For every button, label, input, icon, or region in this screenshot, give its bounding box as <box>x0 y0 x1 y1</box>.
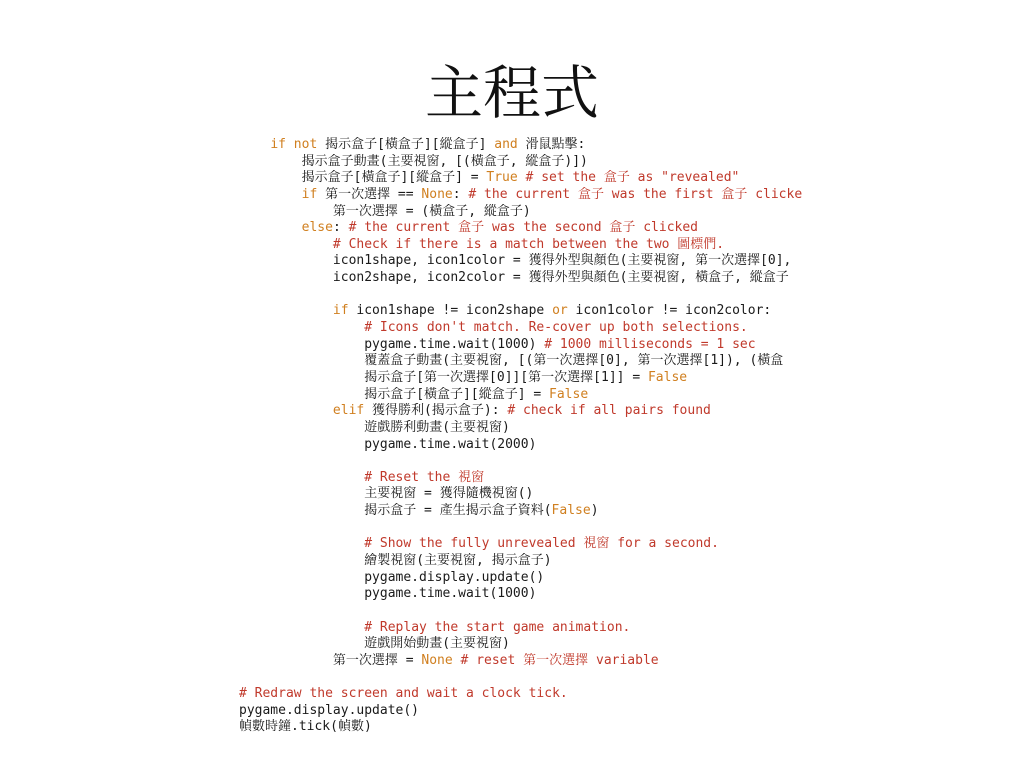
code-line <box>239 536 845 553</box>
code-line <box>239 170 845 187</box>
code-line <box>239 503 845 520</box>
code-line <box>239 420 845 437</box>
code-comment: # Icons don't match. Re-cover up both selections. <box>364 320 748 336</box>
code-line <box>239 253 845 270</box>
code-keyword: or <box>552 303 568 319</box>
code-keyword: True <box>486 170 518 186</box>
code-text <box>239 470 364 485</box>
code-text: 揭示盒子 = 產生揭示盒子資料( <box>239 503 552 519</box>
code-text <box>239 536 364 551</box>
code-comment: # 1000 milliseconds = 1 sec <box>544 336 756 352</box>
code-keyword: if <box>332 303 349 319</box>
code-text: 遊戲勝利動畫(主要視窗) <box>239 419 510 435</box>
code-line <box>239 620 845 637</box>
code-text: 滑鼠點擊: <box>517 137 586 152</box>
code-comment: # Replay the start game animation. <box>364 619 631 635</box>
code-text: 繪製視窗(主要視窗, 揭示盒子) <box>239 553 552 569</box>
code-keyword: False <box>551 503 591 519</box>
code-text: : <box>332 220 349 236</box>
code-comment: # the current 盒子 was the second 盒子 clicked <box>348 220 699 236</box>
code-text: 第一次選擇 = <box>239 652 422 668</box>
code-text: 覆蓋盒子動畫(主要視窗, [(第一次選擇[0], 第一次選擇[1]), (橫盒 <box>239 353 784 369</box>
code-keyword: elif <box>332 403 365 419</box>
code-text <box>518 170 526 185</box>
code-block <box>239 137 845 742</box>
code-text: icon2shape, icon2color = 獲得外型與顏色(主要視窗, 橫盒子, 縱盒子 <box>239 270 789 286</box>
code-text: icon1shape != icon2shape <box>348 303 553 319</box>
code-text: 揭示盒子[橫盒子][縱盒子] = <box>239 170 487 186</box>
code-line <box>239 520 845 537</box>
code-comment: # set the 盒子 as "revealed" <box>525 170 740 186</box>
code-text: 幀數時鐘.tick(幀數) <box>239 719 372 735</box>
code-line <box>239 686 845 703</box>
code-line <box>239 403 845 420</box>
code-text: 第一次選擇 = (橫盒子, 縱盒子) <box>239 203 531 219</box>
code-keyword: False <box>647 369 688 385</box>
code-line <box>239 320 845 337</box>
code-line <box>239 303 845 320</box>
code-line <box>239 237 845 254</box>
code-text: 揭示盒子動畫(主要視窗, [(橫盒子, 縱盒子)]) <box>239 153 588 169</box>
code-line <box>239 553 845 570</box>
code-line <box>239 719 845 736</box>
code-keyword: False <box>549 386 589 402</box>
code-line <box>239 453 845 470</box>
code-line <box>239 470 845 487</box>
code-line <box>239 603 845 620</box>
code-keyword: None <box>421 186 453 202</box>
slide-title: 主程式 <box>424 59 599 127</box>
code-line <box>239 287 845 304</box>
code-comment: # Reset the 視窗 <box>364 469 485 485</box>
code-text: 遊戲開始動畫(主要視窗) <box>239 636 510 652</box>
code-comment: # Check if there is a match between the two 圖標們. <box>332 236 725 252</box>
code-line <box>239 703 845 720</box>
code-line <box>239 220 845 237</box>
code-comment: # Show the fully unrevealed 視窗 for a second. <box>364 536 719 552</box>
code-line <box>239 437 845 454</box>
code-text: pygame.display.update() <box>239 702 420 718</box>
code-text <box>239 137 270 152</box>
code-line <box>239 187 845 204</box>
code-text <box>239 303 333 318</box>
code-line <box>239 270 845 287</box>
code-text <box>453 653 461 668</box>
code-text <box>239 320 364 335</box>
code-keyword: else <box>301 220 333 236</box>
code-line <box>239 337 845 354</box>
code-keyword: if not <box>270 137 318 152</box>
code-text: 揭示盒子[橫盒子][縱盒子] = <box>239 386 550 402</box>
code-text <box>239 187 302 202</box>
code-text: ) <box>590 503 599 519</box>
code-line <box>239 370 845 387</box>
code-keyword: None <box>421 652 453 668</box>
code-line <box>239 387 845 404</box>
code-text <box>239 237 333 252</box>
code-text: pygame.display.update() <box>239 569 545 585</box>
code-text <box>239 403 333 418</box>
code-line <box>239 486 845 503</box>
code-line <box>239 353 845 370</box>
code-line <box>239 570 845 587</box>
code-line <box>239 670 845 687</box>
code-comment: # the current 盒子 was the first 盒子 clicke <box>468 186 803 202</box>
code-line <box>239 636 845 653</box>
code-text <box>239 220 302 235</box>
code-line <box>239 586 845 603</box>
code-text: 獲得勝利(揭示盒子): <box>364 403 508 419</box>
code-text: 揭示盒子[第一次選擇[0]][第一次選擇[1]] = <box>239 369 648 385</box>
code-comment: # reset 第一次選擇 variable <box>460 652 659 668</box>
code-line <box>239 154 845 171</box>
code-text: 主要視窗 = 獲得隨機視窗() <box>239 486 534 502</box>
code-line <box>239 653 845 670</box>
code-text <box>239 620 364 635</box>
code-text: icon1shape, icon1color = 獲得外型與顏色(主要視窗, 第一次選擇[0], <box>239 253 792 269</box>
code-comment: # check if all pairs found <box>507 403 711 419</box>
code-text: pygame.time.wait(2000) <box>239 436 537 452</box>
code-text: 揭示盒子[橫盒子][縱盒子] <box>317 137 495 152</box>
code-text: pygame.time.wait(1000) <box>239 336 545 352</box>
code-comment: # Redraw the screen and wait a clock tick. <box>239 686 568 702</box>
code-line <box>239 137 845 154</box>
code-text: 第一次選擇 == <box>317 186 422 202</box>
code-keyword: if <box>301 186 318 202</box>
code-text: pygame.time.wait(1000) <box>239 586 537 602</box>
code-text: icon1color != icon2color: <box>567 303 772 319</box>
code-line <box>239 204 845 221</box>
code-keyword: and <box>494 137 518 152</box>
code-text: : <box>452 186 469 202</box>
